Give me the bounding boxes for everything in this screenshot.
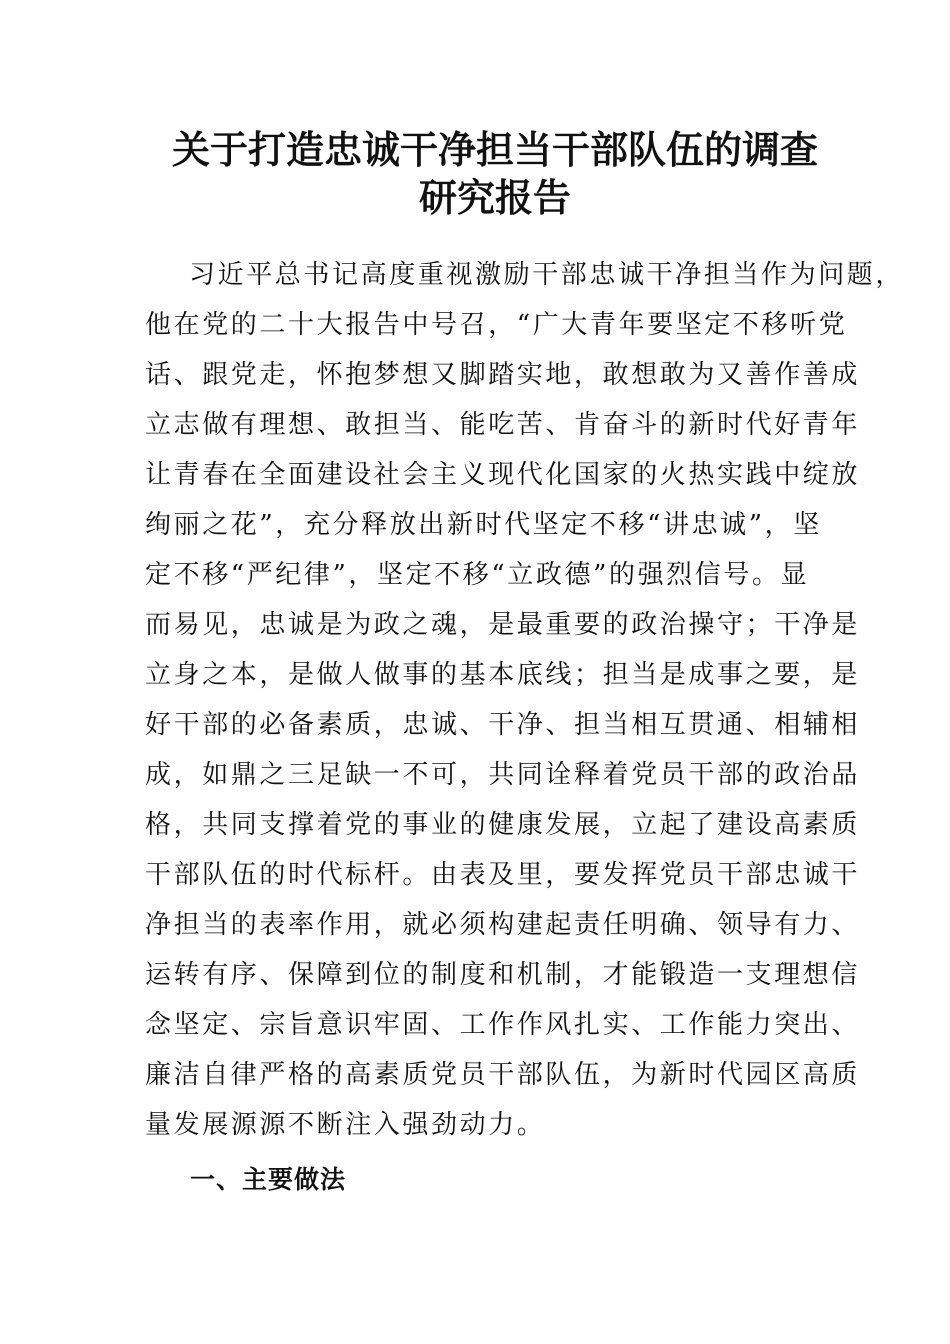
paragraph-line: 他在党的二十大报告中号召，“广大青年要坚定不移听党 [145,310,848,340]
paragraph-line: 好干部的必备素质，忠诚、干净、担当相互贯通、相辅相 [145,710,861,740]
section-heading-main-practices: 一、主要做法 [190,1165,347,1194]
paragraph-line: 绚丽之花”，充分释放出新时代坚定不移“讲忠诚”，坚 [145,510,822,540]
paragraph-line: 量发展源源不断注入强劲动力。 [145,1110,546,1140]
title-line-2: 研究报告 [418,175,571,220]
paragraph-line: 定不移“严纪律”，坚定不移“立政德”的强烈信号。显 [145,560,810,590]
paragraph-line: 立身之本，是做人做事的基本底线；担当是成事之要，是 [145,660,861,690]
report-title [0,126,950,222]
paragraph-line: 廉洁自律严格的高素质党员干部队伍，为新时代园区高质 [145,1060,861,1090]
paragraph-line: 净担当的表率作用，就必须构建起责任明确、领导有力、 [145,910,861,940]
title-line-1: 关于打造忠诚干净担当干部队伍的调查 [171,127,818,172]
paragraph-line: 让青春在全面建设社会主义现代化国家的火热实践中绽放 [145,460,861,490]
paragraph-line: 干部队伍的时代标杆。由表及里，要发挥党员干部忠诚干 [145,860,861,890]
paragraph-line: 念坚定、宗旨意识牢固、工作作风扎实、工作能力突出、 [145,1010,861,1040]
intro-paragraph [145,250,905,1150]
paragraph-line: 习近平总书记高度重视激励干部忠诚干净担当作为问题， [189,260,905,290]
paragraph-line: 运转有序、保障到位的制度和机制，才能锻造一支理想信 [145,960,861,990]
paragraph-line: 立志做有理想、敢担当、能吃苦、肯奋斗的新时代好青年 [145,410,861,440]
paragraph-line: 话、跟党走，怀抱梦想又脚踏实地，敢想敢为又善作善成 [145,360,861,390]
paragraph-line: 成，如鼎之三足缺一不可，共同诠释着党员干部的政治品 [145,760,861,790]
paragraph-line: 格，共同支撑着党的事业的健康发展，立起了建设高素质 [145,810,861,840]
paragraph-line: 而易见，忠诚是为政之魂，是最重要的政治操守；干净是 [145,610,861,640]
